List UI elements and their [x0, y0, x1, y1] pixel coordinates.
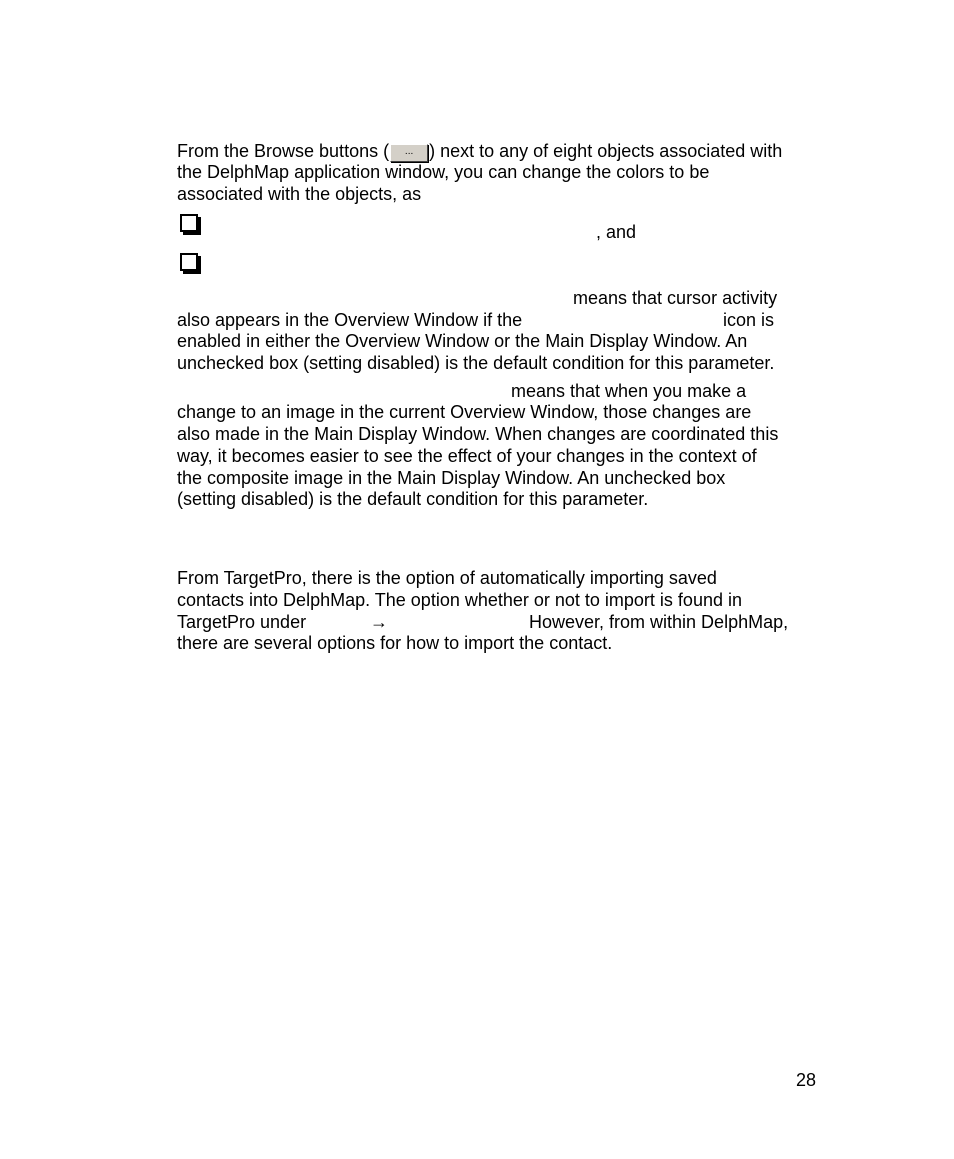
colors-paragraph-line-1: [177, 140, 782, 162]
import-paragraph-line-1: From TargetPro, there is the option of automatically importing saved: [177, 568, 717, 588]
page-number: 28: [796, 1070, 817, 1090]
coordinate-paragraph-line-1: means that when you make a: [511, 381, 747, 401]
cursor-paragraph-line-2-after: icon is: [723, 310, 775, 330]
cursor-paragraph-line-3: enabled in either the Overview Window or the Main Display Window. An: [177, 331, 748, 351]
coordinate-paragraph-line-4: way, it becomes easier to see the effect of your changes in the context of: [177, 446, 757, 466]
colors-paragraph-line-3: associated with the objects, as: [177, 184, 422, 204]
bullet-checkbox-icon: [180, 214, 198, 232]
coordinate-paragraph-line-5: the composite image in the Main Display Window. An unchecked box: [177, 468, 726, 488]
cursor-paragraph-line-4: unchecked box (setting disabled) is the default condition for this parameter.: [177, 353, 775, 373]
coordinate-paragraph-line-3: also made in the Main Display Window. When changes are coordinated this: [177, 424, 779, 444]
bullet-checkbox-icon: [180, 253, 198, 271]
import-paragraph-line-3-after: However, from within DelphMap,: [529, 612, 789, 632]
menu-arrow-icon: →: [370, 612, 388, 632]
import-paragraph-line-3-before: TargetPro under: [177, 612, 307, 632]
cursor-paragraph-line-1: means that cursor activity: [573, 288, 778, 308]
import-paragraph-line-4: there are several options for how to import the contact.: [177, 633, 613, 653]
coordinate-paragraph-line-6: (setting disabled) is the default condition for this parameter.: [177, 489, 649, 509]
import-paragraph-line-2: contacts into DelphMap. The option whether or not to import is found in: [177, 590, 742, 610]
colors-line1-after: ) next to any of eight objects associated with: [429, 141, 783, 161]
bullet-item-1-suffix: , and: [596, 222, 637, 242]
coordinate-paragraph-line-2: change to an image in the current Overview Window, those changes are: [177, 402, 752, 422]
cursor-paragraph-line-2-before: also appears in the Overview Window if the: [177, 310, 523, 330]
colors-paragraph-line-2: the DelphMap application window, you can change the colors to be: [177, 162, 710, 182]
browse-button[interactable]: ...: [390, 144, 428, 162]
colors-line1-before: From the Browse buttons (: [177, 141, 390, 161]
